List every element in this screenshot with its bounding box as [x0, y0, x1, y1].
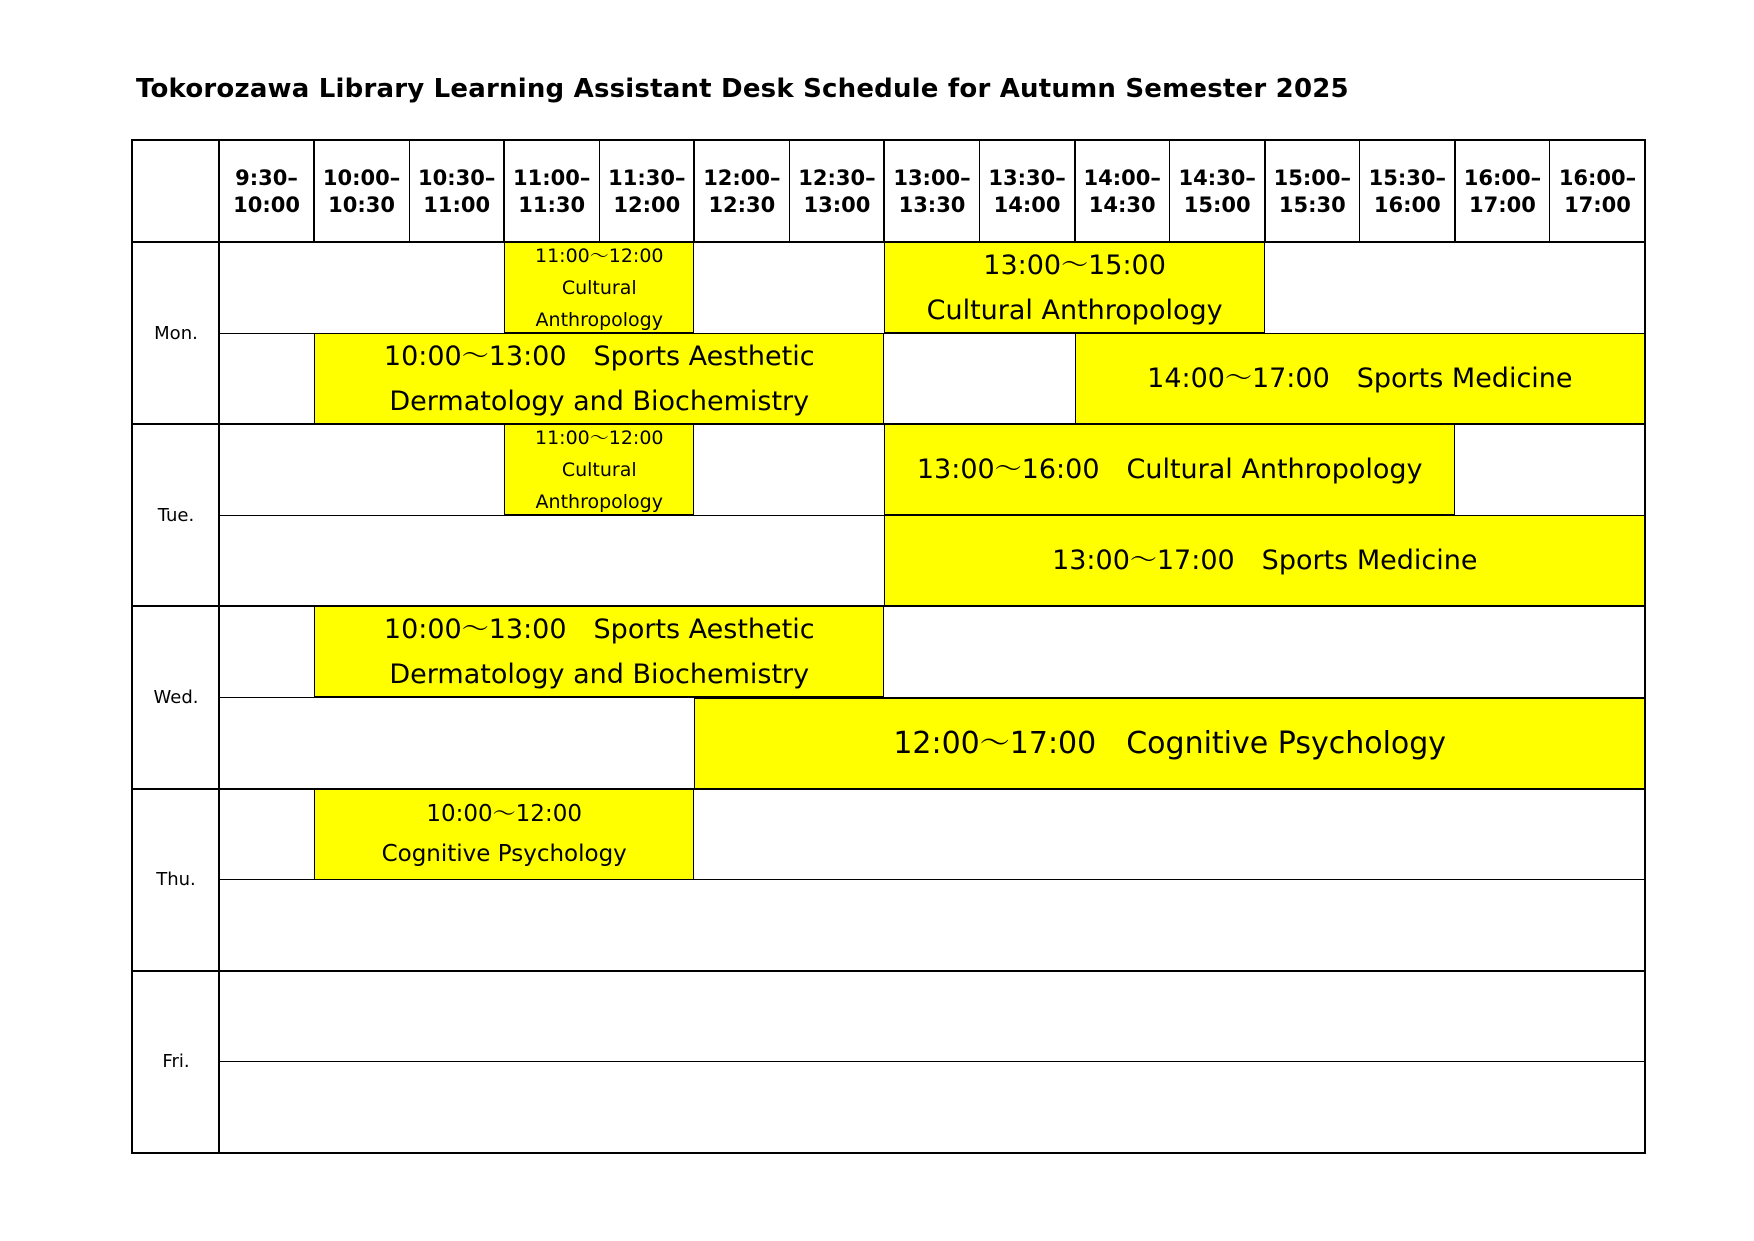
time-slot-start: 10:30–	[417, 165, 496, 190]
time-slot-header	[599, 141, 694, 242]
time-slot-header	[789, 141, 884, 242]
time-slot-header	[409, 141, 504, 242]
time-slot-end: 10:00	[233, 192, 300, 217]
time-slot-header	[980, 141, 1075, 242]
time-slot-header	[1265, 141, 1360, 242]
grid-line	[693, 141, 695, 242]
time-slot-end: 17:00	[1469, 192, 1536, 217]
time-slot-end: 16:00	[1373, 192, 1441, 217]
grid-line	[133, 970, 1644, 972]
session-block: 13:00～15:00 Cultural Anthropology	[884, 242, 1264, 333]
grid-line	[1454, 141, 1456, 242]
time-slot-end: 13:30	[898, 192, 966, 217]
grid-line	[1074, 141, 1076, 242]
page-title: Tokorozawa Library Learning Assistant Desk Schedule for Autumn Semester 2025	[136, 74, 1349, 104]
grid-line	[409, 141, 410, 242]
time-slot-end: 17:00	[1564, 192, 1631, 217]
day-label-fri: Fri.	[162, 1051, 190, 1073]
grid-line	[313, 141, 315, 242]
session-block: 10:00～12:00 Cognitive Psychology	[314, 789, 694, 880]
grid-line	[979, 141, 980, 242]
time-slot-header	[1455, 141, 1550, 242]
schedule-table	[131, 139, 1646, 1154]
time-slot-end: 14:00	[993, 192, 1061, 217]
session-block: 13:00～16:00 Cultural Anthropology	[884, 424, 1454, 515]
time-slot-header	[1360, 141, 1455, 242]
session-block: 10:00～13:00 Sports Aesthetic Dermatology and Biochemistry	[314, 606, 884, 697]
time-slot-header	[1550, 141, 1645, 242]
session-block: 13:00～17:00 Sports Medicine	[884, 515, 1645, 606]
day-label-wed: Wed.	[153, 686, 199, 708]
grid-line	[1169, 141, 1170, 242]
time-slot-end: 12:30	[708, 192, 776, 217]
grid-line	[599, 141, 600, 242]
time-slot-start: 16:00–	[1463, 165, 1542, 190]
time-slot-end: 15:30	[1278, 192, 1346, 217]
session-block: 11:00～12:00 Cultural Anthropology	[504, 424, 694, 515]
time-slot-end: 11:00	[423, 192, 491, 217]
time-slot-end: 10:30	[328, 192, 396, 217]
session-block: 10:00～13:00 Sports Aesthetic Dermatology and Biochemistry	[314, 333, 884, 424]
grid-line	[1549, 141, 1550, 242]
time-slot-end: 13:00	[803, 192, 871, 217]
day-label-tue: Tue.	[157, 504, 195, 526]
grid-line	[883, 141, 885, 242]
time-slot-end: 15:00	[1183, 192, 1251, 217]
time-slot-end: 11:30	[518, 192, 586, 217]
day-label-thu: Thu.	[156, 869, 196, 891]
time-slot-start: 14:30–	[1178, 165, 1256, 190]
time-slot-end: 12:00	[613, 192, 681, 217]
time-slot-start: 12:30–	[798, 165, 876, 190]
time-slot-start: 13:00–	[893, 165, 971, 190]
time-slot-end: 14:30	[1088, 192, 1156, 217]
time-slot-start: 10:00–	[322, 165, 401, 190]
session-block: 11:00～12:00 Cultural Anthropology	[504, 242, 694, 333]
time-slot-start: 12:00–	[703, 165, 781, 190]
time-slot-start: 15:00–	[1273, 165, 1351, 190]
time-slot-start: 9:30–	[235, 165, 298, 190]
time-slot-start: 15:30–	[1368, 165, 1447, 190]
time-slot-header	[504, 141, 599, 242]
time-slot-start: 14:00–	[1083, 165, 1161, 190]
grid-line	[218, 141, 220, 1152]
grid-line	[219, 1061, 1644, 1062]
day-label-mon: Mon.	[154, 322, 198, 344]
time-slot-header	[1075, 141, 1170, 242]
time-slot-start: 16:00–	[1558, 165, 1637, 190]
time-slot-start: 11:00–	[513, 165, 591, 190]
time-slot-start: 13:30–	[988, 165, 1066, 190]
grid-line	[789, 141, 790, 242]
session-block: 12:00～17:00 Cognitive Psychology	[694, 698, 1645, 789]
time-slot-header	[1170, 141, 1265, 242]
time-slot-header	[884, 141, 979, 242]
grid-line	[503, 141, 505, 242]
time-slot-start: 11:30–	[608, 165, 686, 190]
grid-line	[1359, 141, 1360, 242]
time-slot-header	[219, 141, 314, 242]
session-block: 14:00～17:00 Sports Medicine	[1075, 333, 1645, 424]
grid-line	[1264, 141, 1266, 242]
time-slot-header	[314, 141, 409, 242]
time-slot-header	[694, 141, 789, 242]
